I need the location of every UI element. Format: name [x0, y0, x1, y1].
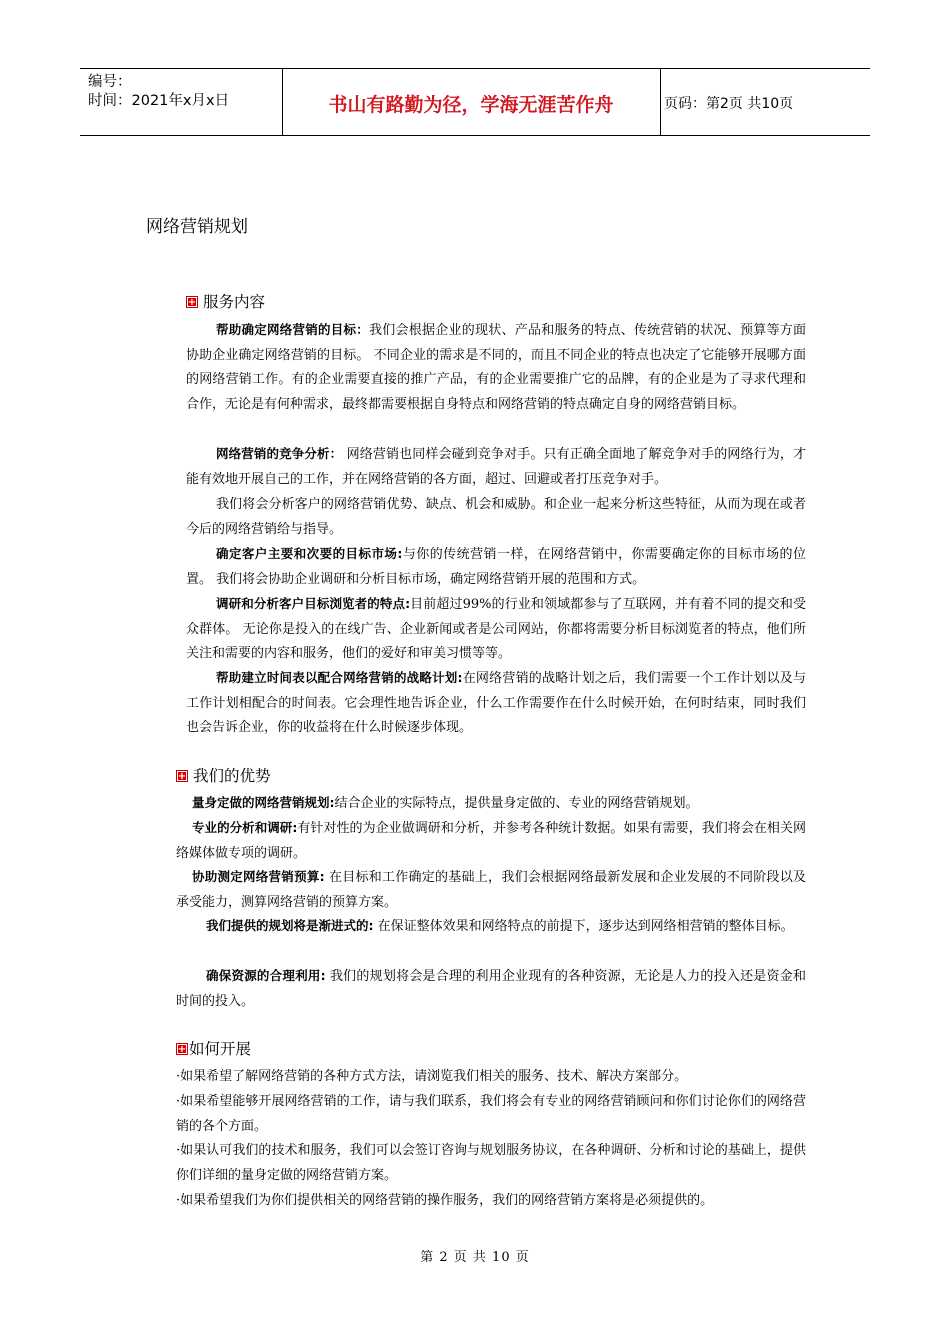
- list-item: [176, 1188, 806, 1214]
- bullet-plus-icon: [176, 770, 188, 782]
- paragraph-lead: 网络营销的竞争分析：: [216, 446, 343, 461]
- paragraph-lead: 确保资源的合理利用:: [206, 968, 326, 983]
- paragraph-text: 我们将会分析客户的网络营销优势、缺点、机会和威胁。和企业一起来分析这些特征，从而为现在或者今后的网络营销给与指导。: [186, 497, 806, 537]
- header-divider-right: [660, 69, 661, 135]
- paragraph: [176, 816, 806, 866]
- paragraph: [186, 666, 806, 741]
- paragraph-text: 我们会根据企业的现状、产品和服务的特点、传统营销的状况、预算等方面协助企业确定网络营销的目标。 不同企业的需求是不同的，而且不同企业的特点也决定了它能够开展哪方面的网络营销工作。有的企业需要直接的推广产品，有的企业需要推广它的品牌，有的企业是为了寻求代理和合作，无论是有何种需求，最终都需要根据自身特点和网络营销的特点确定自身的网络营销目标。: [186, 323, 806, 412]
- paragraph-text: 在保证整体效果和网络特点的前提下，逐步达到网络相营销的整体目标。: [373, 919, 794, 934]
- paragraph-lead: 协助测定网络营销预算:: [192, 869, 325, 884]
- list-item: [176, 1138, 806, 1188]
- bullet-plus-icon: [186, 296, 198, 308]
- paragraph-text: ·如果希望我们为你们提供相关的网络营销的操作服务，我们的网络营销方案将是必须提供的。: [176, 1193, 714, 1208]
- paragraph-text: 在网络营销的战略计划之后，我们需要一个工作计划以及与工作计划相配合的时间表。它会理性地告诉企业，什么工作需要作在什么时候开始，在何时结束，同时我们也会告诉企业，你的收益将在什么时候逐步体现。: [186, 671, 806, 735]
- paragraph-text: 目前超过99%的行业和领域都参与了互联网，并有着不同的提交和受众群体。 无论你是投入的在线广告、企业新闻或者是公司网站，你都将需要分析目标浏览者的特点，他们所关注和需要的内容和服务，他们的爱好和审美习惯等等。: [186, 597, 807, 661]
- paragraph: [186, 592, 806, 667]
- paragraph-text: ·如果认可我们的技术和服务，我们可以会签订咨询与规划服务协议，在各种调研、分析和讨论的基础上，提供你们详细的量身定做的网络营销方案。: [176, 1143, 806, 1183]
- paragraph: [186, 318, 806, 417]
- paragraph-text: 在目标和工作确定的基础上，我们会根据网络最新发展和企业发展的不同阶段以及承受能力，测算网络营销的预算方案。: [176, 870, 806, 910]
- header-page-info: 页码：第2页 共10页: [664, 96, 794, 112]
- header-meta: [88, 73, 229, 111]
- paragraph-lead: 专业的分析和调研:: [192, 820, 298, 835]
- paragraph-text: 结合企业的实际特点，提供量身定做的、专业的网络营销规划。: [334, 796, 699, 811]
- paragraph: [186, 542, 806, 592]
- paragraph: [176, 791, 806, 817]
- section-heading-advantages: [176, 766, 271, 786]
- list-item: [176, 1064, 806, 1090]
- paragraph-text: 与你的传统营销一样，在网络营销中，你需要确定你的目标市场的位置。 我们将会协助企业调研和分析目标市场，确定网络营销开展的范围和方式。: [186, 547, 806, 587]
- paragraph-text: 我们的规划将会是合理的利用企业现有的各种资源，无论是人力的投入还是资金和时间的投入。: [176, 969, 806, 1009]
- paragraph-lead: 调研和分析客户目标浏览者的特点:: [216, 596, 411, 611]
- section-heading-services: [186, 292, 265, 312]
- paragraph: [186, 492, 806, 542]
- paragraph: [186, 442, 806, 492]
- paragraph-lead: 量身定做的网络营销规划:: [192, 795, 335, 810]
- paragraph-lead: 确定客户主要和次要的目标市场:: [216, 546, 403, 561]
- section-heading-how-to: [176, 1039, 251, 1059]
- section-heading-label: 服务内容: [203, 293, 266, 311]
- paragraph-lead: 帮助建立时间表以配合网络营销的战略计划:: [216, 670, 463, 685]
- paragraph: [176, 865, 806, 915]
- bullet-plus-icon: [176, 1043, 188, 1055]
- paragraph-text: ·如果希望能够开展网络营销的工作，请与我们联系，我们将会有专业的网络营销顾问和你们讨论你们的网络营销的各个方面。: [176, 1094, 806, 1134]
- section-heading-label: 我们的优势: [193, 767, 271, 785]
- paragraph-text: 有针对性的为企业做调研和分析，并参考各种统计数据。如果有需要，我们将会在相关网络媒体做专项的调研。: [176, 821, 806, 861]
- section-heading-label: 如何开展: [189, 1040, 252, 1058]
- paragraph: [176, 964, 806, 1014]
- page-footer: 第 2 页 共 10 页: [420, 1250, 530, 1265]
- paragraph-lead: 帮助确定网络营销的目标：: [216, 322, 369, 337]
- header-time: 时间：2021年x月x日: [88, 93, 230, 109]
- header-motto: 书山有路勤为径，学海无涯苦作舟: [328, 94, 614, 116]
- list-item: [176, 1089, 806, 1139]
- paragraph-lead: 我们提供的规划将是渐进式的:: [206, 918, 374, 933]
- paragraph-text: 网络营销也同样会碰到竞争对手。只有正确全面地了解竞争对手的网络行为，才能有效地开展自己的工作，并在网络营销的各方面，超过、回避或者打压竞争对手。: [186, 447, 806, 487]
- paragraph: [176, 914, 806, 940]
- page-header: [80, 68, 870, 136]
- document-title: 网络营销规划: [146, 217, 248, 237]
- paragraph-text: ·如果希望了解网络营销的各种方式方法，请浏览我们相关的服务、技术、解决方案部分。: [176, 1069, 688, 1084]
- header-number: 编号：: [88, 74, 132, 90]
